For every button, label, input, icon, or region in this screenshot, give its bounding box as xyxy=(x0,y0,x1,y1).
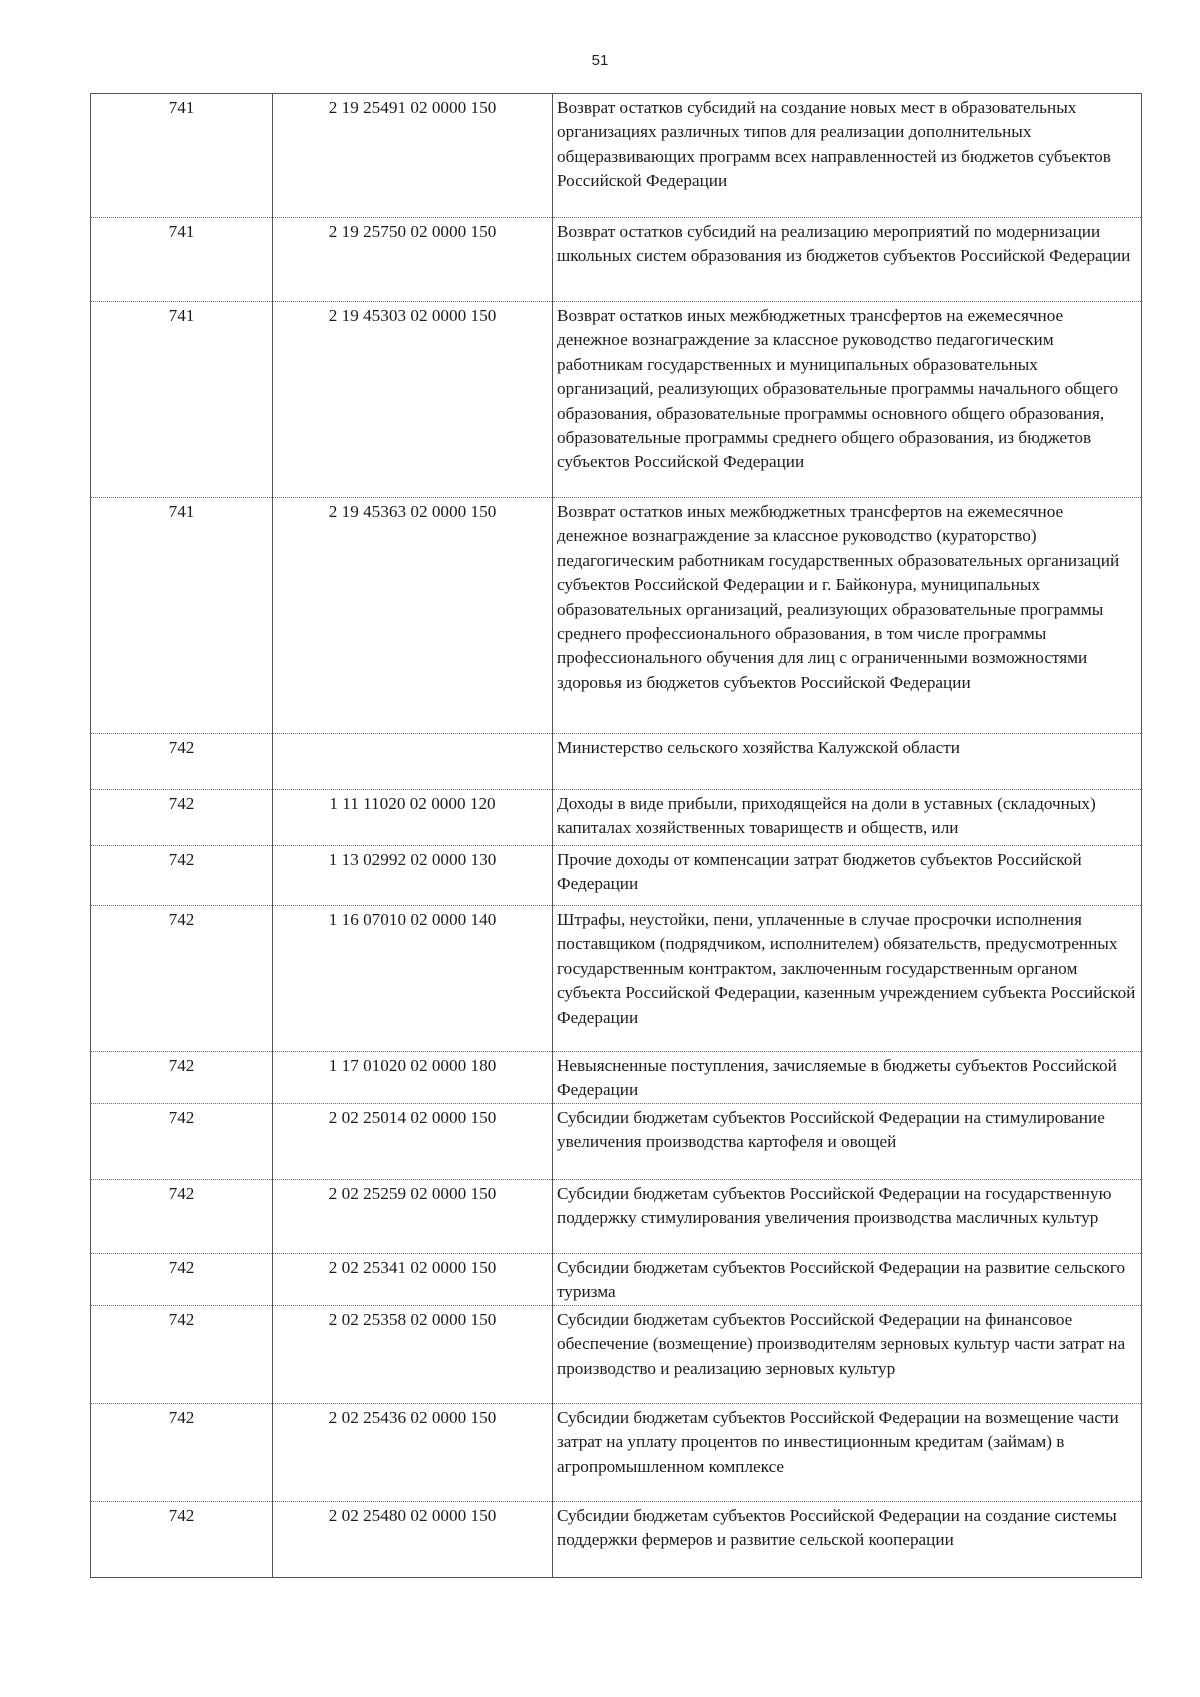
income-name-text: Доходы в виде прибыли, приходящейся на доли в уставных (складочных) капиталах хозяйственных товариществ и обществ, или xyxy=(557,794,1096,838)
income-name-cell: Субсидии бюджетам субъектов Российской Федерации на возмещение части затрат на уплату процентов по инвестиционным кредитам (займам) в агропромышленном комплексе xyxy=(553,1403,1142,1501)
admin-code-cell: 742 xyxy=(91,1180,273,1254)
admin-code-cell: 742 xyxy=(91,846,273,906)
admin-code-cell: 742 xyxy=(91,906,273,1052)
budget-code-cell xyxy=(273,734,553,790)
income-name-cell: Министерство сельского хозяйства Калужской области xyxy=(553,734,1142,790)
budget-code-cell: 1 11 11020 02 0000 120 xyxy=(273,790,553,846)
budget-code-cell: 2 02 25014 02 0000 150 xyxy=(273,1104,553,1180)
budget-code-cell: 2 19 45303 02 0000 150 xyxy=(273,302,553,498)
budget-code-cell: 2 19 45363 02 0000 150 xyxy=(273,498,553,734)
table-row xyxy=(91,1180,1142,1254)
table-row xyxy=(91,302,1142,498)
admin-code-cell: 741 xyxy=(91,302,273,498)
budget-code-cell: 1 16 07010 02 0000 140 xyxy=(273,906,553,1052)
admin-code-cell: 741 xyxy=(91,94,273,218)
admin-code-cell: 742 xyxy=(91,1052,273,1104)
table-row xyxy=(91,734,1142,790)
income-name-cell: Возврат остатков иных межбюджетных трансфертов на ежемесячное денежное вознаграждение за классное руководство педагогическим работникам государственных и муниципальных образовательных организаций, реализующих образовательные программы начального общего образования, образовательные программы основного общего образования, образовательные программы среднего общего образования, из бюджетов субъектов Российской Федерации xyxy=(553,302,1142,498)
income-name-cell: Субсидии бюджетам субъектов Российской Федерации на создание системы поддержки фермеров и развитие сельской кооперации xyxy=(553,1501,1142,1577)
income-name-cell: Субсидии бюджетам субъектов Российской Федерации на развитие сельского туризма xyxy=(553,1254,1142,1306)
budget-code-cell: 2 19 25491 02 0000 150 xyxy=(273,94,553,218)
budget-code-cell: 2 02 25358 02 0000 150 xyxy=(273,1305,553,1403)
table-row xyxy=(91,846,1142,906)
table-row xyxy=(91,498,1142,734)
page-number: 51 xyxy=(591,52,609,69)
budget-code-cell: 1 13 02992 02 0000 130 xyxy=(273,846,553,906)
budget-code-cell: 2 02 25436 02 0000 150 xyxy=(273,1403,553,1501)
admin-code-cell: 741 xyxy=(91,218,273,302)
admin-code-cell: 742 xyxy=(91,1403,273,1501)
admin-code-cell: 741 xyxy=(91,498,273,734)
budget-code-cell: 2 02 25341 02 0000 150 xyxy=(273,1254,553,1306)
table-row xyxy=(91,1052,1142,1104)
income-name-cell: Субсидии бюджетам субъектов Российской Федерации на государственную поддержку стимулирования увеличения производства масличных культур xyxy=(553,1180,1142,1254)
table-row xyxy=(91,1254,1142,1306)
admin-code-cell: 742 xyxy=(91,1501,273,1577)
table-row xyxy=(91,906,1142,1052)
admin-code-cell: 742 xyxy=(91,1254,273,1306)
table-row xyxy=(91,1104,1142,1180)
income-name-cell: Субсидии бюджетам субъектов Российской Федерации на стимулирование увеличения производства картофеля и овощей xyxy=(553,1104,1142,1180)
table-row xyxy=(91,94,1142,218)
income-name-cell xyxy=(553,790,1142,846)
income-name-cell: Возврат остатков субсидий на реализацию мероприятий по модернизации школьных систем образования из бюджетов субъектов Российской Федерации xyxy=(553,218,1142,302)
income-name-cell: Возврат остатков субсидий на создание новых мест в образовательных организациях различных типов для реализации дополнительных общеразвивающих программ всех направленностей из бюджетов субъектов Российской Федерации xyxy=(553,94,1142,218)
admin-code-cell: 742 xyxy=(91,1104,273,1180)
table-row xyxy=(91,1501,1142,1577)
income-name-cell: Субсидии бюджетам субъектов Российской Федерации на финансовое обеспечение (возмещение) производителям зерновых культур части затрат на производство и реализацию зерновых культур xyxy=(553,1305,1142,1403)
table-row xyxy=(91,1403,1142,1501)
income-name-cell: Прочие доходы от компенсации затрат бюджетов субъектов Российской Федерации xyxy=(553,846,1142,906)
income-name-cell: Возврат остатков иных межбюджетных трансфертов на ежемесячное денежное вознаграждение за классное руководство (кураторство) педагогическим работникам государственных образовательных организаций субъектов Российской Федерации и г. Байконура, муниципальных образовательных организаций, реализующих образовательные программы среднего профессионального образования, в том числе программы профессионального обучения для лиц с ограниченными возможностями здоровья из бюджетов субъектов Российской Федерации xyxy=(553,498,1142,734)
admin-code-cell: 742 xyxy=(91,790,273,846)
income-name-cell: Штрафы, неустойки, пени, уплаченные в случае просрочки исполнения поставщиком (подрядчиком, исполнителем) обязательств, предусмотренных государственным контрактом, заключенным государственным органом субъекта Российской Федерации, казенным учреждением субъекта Российской Федерации xyxy=(553,906,1142,1052)
budget-code-cell: 2 02 25259 02 0000 150 xyxy=(273,1180,553,1254)
table-row xyxy=(91,790,1142,846)
budget-code-cell: 1 17 01020 02 0000 180 xyxy=(273,1052,553,1104)
income-name-cell: Невыясненные поступления, зачисляемые в бюджеты субъектов Российской Федерации xyxy=(553,1052,1142,1104)
budget-codes-table xyxy=(90,93,1142,1578)
admin-code-cell: 742 xyxy=(91,734,273,790)
budget-code-cell: 2 02 25480 02 0000 150 xyxy=(273,1501,553,1577)
admin-code-cell: 742 xyxy=(91,1305,273,1403)
budget-code-cell: 2 19 25750 02 0000 150 xyxy=(273,218,553,302)
table-row xyxy=(91,218,1142,302)
table-row xyxy=(91,1305,1142,1403)
